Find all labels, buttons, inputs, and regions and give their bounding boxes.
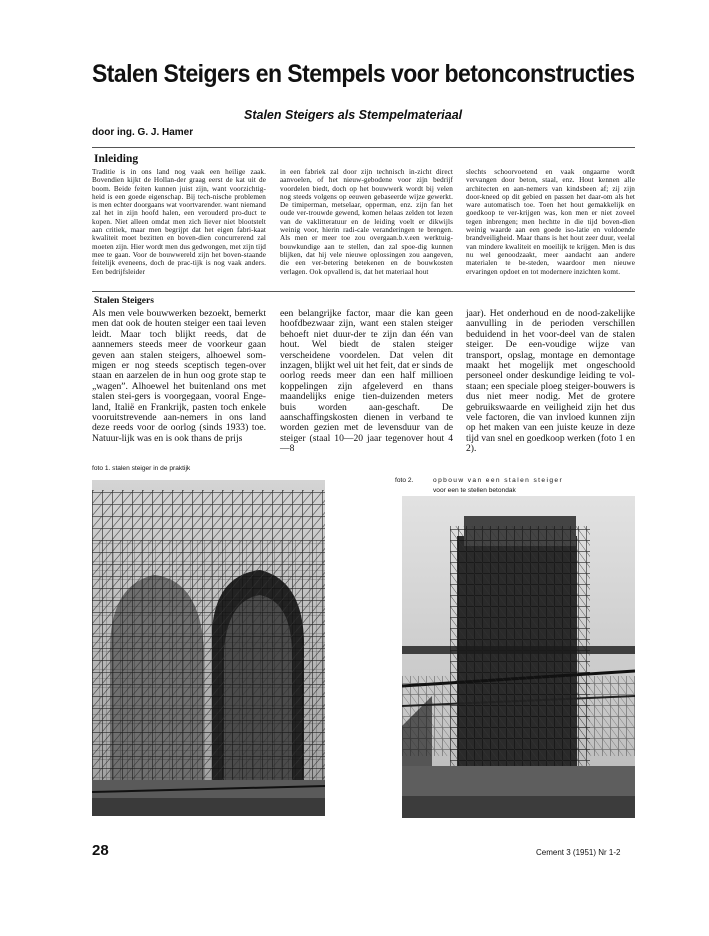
- journal-reference: Cement 3 (1951) Nr 1-2: [536, 848, 621, 857]
- article-subtitle: Stalen Steigers als Stempelmateriaal: [244, 108, 463, 122]
- intro-column-2: in een fabriek zal door zijn technisch in-zicht direct aanvoelen, of het nieuw-gebodene voor zijn bedrijf voordelen biedt, doch op het bouwwerk wordt bij velen nog steeds volgens op eeuwen gebaseerde wijze gewerkt. De timiperman, metselaar, opperman, enz. zijn fan het oude ver-trouwde gewend, komen helaas zelden tot lezen van de vaklitteratuur en de leiding voelt er dikwijls weinig voor, hierin radi-cale veranderingen te brengen. Als men er meer toe zou overgaan.b.v.een werktuig-bouwkundige aan te stellen, dan zal spoe-dig kunnen blijken, dat hij vele nieuwe oplossingen zou aangeven, die een ver-betering betekenen en de bouwkosten verlagen. Ook opvallend is, dat het materiaal hout: [280, 168, 453, 276]
- section-heading-stalen-steigers: Stalen Steigers: [94, 296, 154, 306]
- intro-column-1: Traditie is in ons land nog vaak een heilige zaak. Bovendien kijkt de Hollan-der graag eerst de kat uit de boom. Beide feiten kunnen juist zijn, want voorzichtig-heid is een goede eigenschap. Bij tech-nische problemen is men echter doorgaans wat voortvarender. want niemand zal het in zijn hoofd halen, een verouderd pro-duct te kopen. Niet alleen omdat men zich liever niet blootstelt aan critiek, maar men begrijpt dat het eigen fabri-kaat kwaliteit moet bezitten en boven-dien concurrerend zal moeten zijn. Hier wordt men dus gedwongen, met zijn tijd mee te gaan. Voor de bouwwereld zijn het boven-staande feitelijk eveneens, doch de prac-tijk is nog vaak anders. Een bedrijfsleider: [92, 168, 266, 276]
- photo-2-scaffolding-tower: [402, 496, 635, 818]
- steigers-column-1: Als men vele bouwwerken bezoekt, bemerkt men dat ook de houten steiger een taai leven leidt. Maar toch blijkt reeds, dat de aannemers steeds meer de voorkeur gaan geven aan stalen steigers, alhoewel som-migen er nog steeds sceptisch tegen-over staan en aarzelen de in hun oog grote stap te „wagen”. Alhoewel het buitenland ons met stalen stei-gers is voorgegaan, vooral Enge-land, Italië en Frankrijk, pasten toch enkele vooruitstrevende aan-nemers in ons land deze reeds voor de oorlog (sinds 1933) toe. Natuur-lijk was en is ook thans de prijs: [92, 308, 266, 444]
- photo2-caption-line2: voor een te stellen betondak: [433, 487, 516, 494]
- photo2-caption-line1: opbouw van een stalen steiger: [433, 477, 564, 484]
- steigers-column-2: een belangrijke factor, maar die kan geen hoofdbezwaar zijn, want een stalen steiger behoeft niet duur-der te zijn dan één van hout. Wel biedt de stalen steiger verscheidene voordelen. Dat velen dit inzagen, blijkt wel uit het feit, dat er sinds de oorlog reeds meer dan een half millioen koppelingen zijn afgeleverd en thans maandelijks enige tien-duizenden meters buis worden aan-geschaft. De aanschaffingskosten dienen in verband te worden gezien met de levensduur van de steiger (staal 10—20 jaar tegenover hout 4—8: [280, 308, 453, 455]
- page-number: 28: [92, 842, 109, 859]
- photo-1-scaffolding: [92, 480, 325, 816]
- section-heading-inleiding: Inleiding: [94, 153, 139, 165]
- section-divider: [92, 291, 635, 292]
- author-line: door ing. G. J. Hamer: [92, 127, 194, 138]
- section-divider: [92, 147, 635, 148]
- article-title: Stalen Steigers en Stempels voor betonconstructies: [92, 60, 635, 88]
- photo1-caption: foto 1. stalen steiger in de praktijk: [92, 465, 191, 472]
- steigers-column-3: jaar). Het onderhoud en de nood-zakelijke aanvulling in de perioden verschillen beduidend in het voor-deel van de stalen steiger. De een-voudige wijze van transport, opslag, montage en demontage maakt het mogelijk met ongeschoold personeel onder deskundige leiding te vol-staan; een speciale ploeg steiger-bouwers is dus niet meer nodig. Met de grotere gebruikswaarde en veiligheid zijn het dus vele factoren, die van invloed kunnen zijn op het maken van een juiste keuze in deze tijd van snel en goedkoop werken (foto 1 en 2).: [466, 308, 635, 455]
- photo2-caption-label: foto 2.: [395, 477, 414, 484]
- intro-column-3: slechts schoorvoetend en vaak ongaarne wordt vervangen door beton, staal, enz. Hout kennen alle architecten en aan-nemers van kindsbeen af; zij zijn door-kneed op dit gebied en passen het daar-om als het ware automatisch toe. Toen het hout gemakkelijk en goedkoop te ver-krijgen was, kon men er niet zoveel tegen inbrengen; men hechtte in die tijd boven-dien weinig waarde aan een goede iso-latie en voldoende brandveiligheid. Maar thans is het hout zeer duur, veelal van mindere kwaliteit en moeilijk te krijgen. Men is dus nu wel genoodzaakt, meer aandacht aan andere materialen te be-steden, waardoor men nieuwe ervaringen opdoet en tot modernere inzichten komt.: [466, 168, 635, 276]
